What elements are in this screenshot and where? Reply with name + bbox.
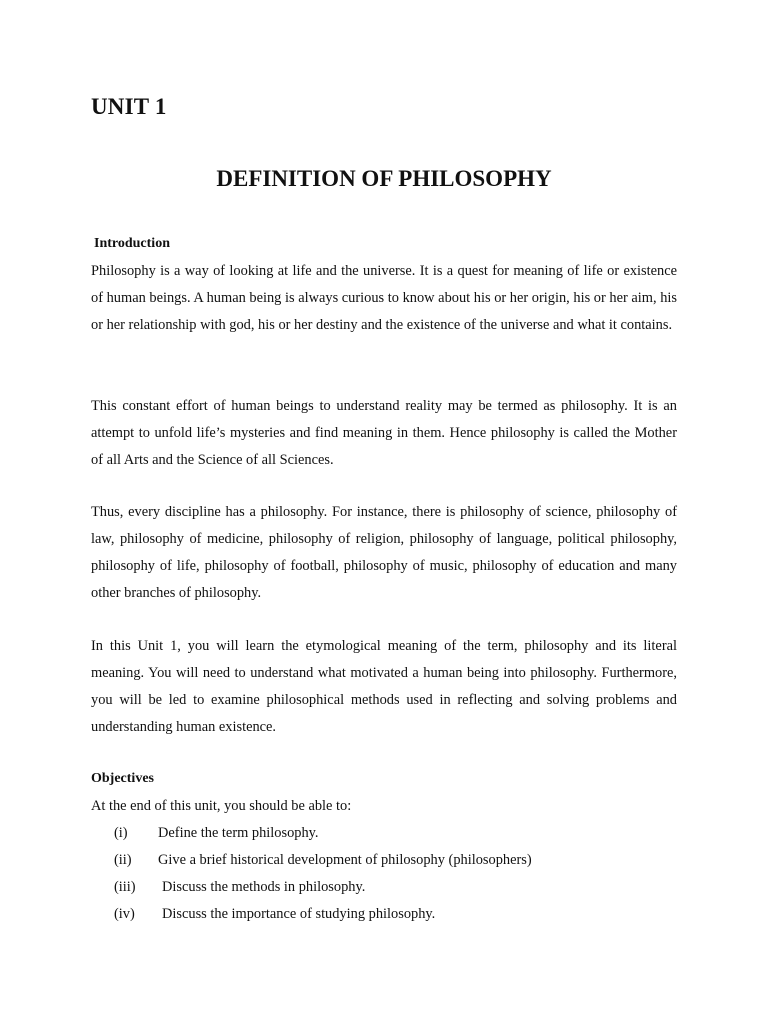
intro-paragraph-4: In this Unit 1, you will learn the etymological meaning of the term, philosophy and its literal meaning. You will need to understand what motivated a human being into philosophy. Furthermore, you will be led to examine philosophical methods used in reflecting and solving problems and understanding human existence. <box>91 638 677 735</box>
unit-title: UNIT 1 <box>91 94 167 119</box>
objective-number: (i) <box>114 825 128 841</box>
objective-text: Discuss the methods in philosophy. <box>162 879 366 895</box>
intro-paragraph-1: Philosophy is a way of looking at life and the universe. It is a quest for meaning of life or existence of human beings. A human being is always curious to know about his or her origin, his or her aim, his or her relationship with god, his or her destiny and the existence of the universe and what it contains. <box>91 263 677 333</box>
objective-text: Give a brief historical development of philosophy (philosophers) <box>158 852 532 868</box>
intro-paragraph-3: Thus, every discipline has a philosophy. For instance, there is philosophy of science, philosophy of law, philosophy of medicine, philosophy of religion, philosophy of language, political philosophy, philosophy of life, philosophy of football, philosophy of music, philosophy of education and many other branches of philosophy. <box>91 504 677 601</box>
objective-number: (iii) <box>114 879 136 895</box>
objective-text: Discuss the importance of studying philosophy. <box>162 906 436 922</box>
intro-paragraph-2: This constant effort of human beings to understand reality may be termed as philosophy. It is an attempt to unfold life’s mysteries and find meaning in them. Hence philosophy is called the Mother of all Arts and the Science of all Sciences. <box>91 398 677 468</box>
objectives-lead: At the end of this unit, you should be able to: <box>91 798 352 814</box>
objective-number: (iv) <box>114 906 135 922</box>
page-title: DEFINITION OF PHILOSOPHY <box>216 166 552 191</box>
objective-text: Define the term philosophy. <box>158 825 319 841</box>
introduction-heading: Introduction <box>94 236 170 251</box>
objectives-heading: Objectives <box>91 771 154 786</box>
objective-number: (ii) <box>114 852 132 868</box>
